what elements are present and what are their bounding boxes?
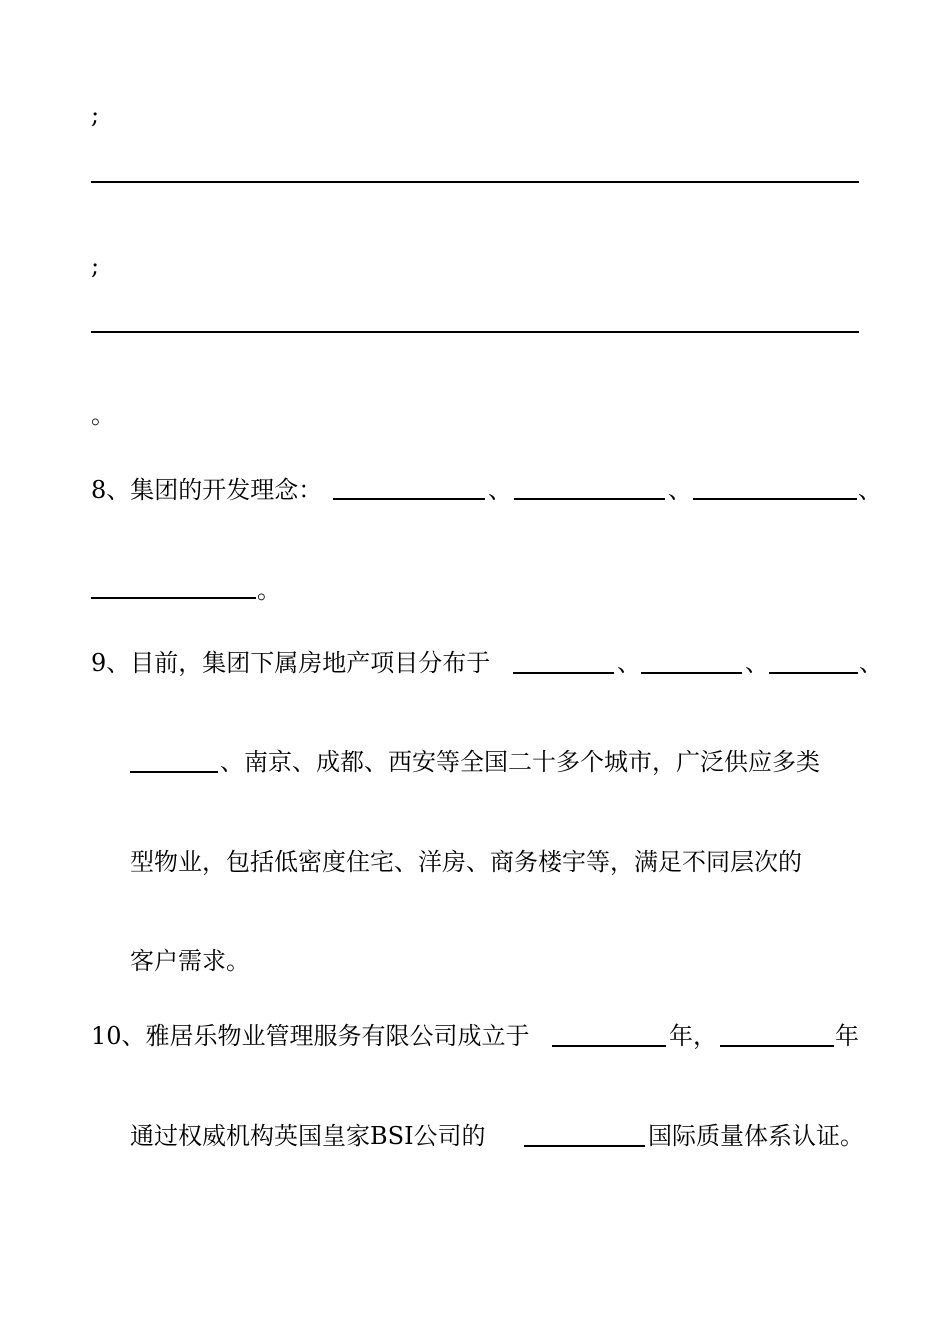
answer-line — [91, 181, 859, 183]
separator: 、 — [617, 649, 641, 677]
period-mark: 。 — [91, 401, 115, 429]
question-9-text: 9、目前，集团下属房地产项目分布于 — [91, 649, 491, 677]
separator: 、 — [858, 476, 882, 504]
answer-blank — [641, 672, 742, 674]
answer-blank — [91, 597, 256, 599]
answer-blank — [514, 498, 665, 500]
separator: 、 — [745, 649, 769, 677]
question-10-text: 10、雅居乐物业管理服务有限公司成立于 — [91, 1022, 530, 1050]
question-10-line-2-end: 国际质量体系认证。 — [648, 1122, 864, 1150]
answer-blank — [513, 672, 614, 674]
separator: 、 — [859, 649, 883, 677]
answer-blank — [552, 1045, 666, 1047]
period-mark: 。 — [257, 576, 281, 604]
question-9-line-2: 、南京、成都、西安等全国二十多个城市，广泛供应多类 — [220, 748, 820, 776]
separator: 、 — [488, 476, 512, 504]
separator: 、 — [668, 476, 692, 504]
answer-blank — [693, 498, 857, 500]
question-9-line-4: 客户需求。 — [130, 947, 250, 975]
year-label: 年 — [835, 1022, 859, 1050]
question-10-line-2: 通过权威机构英国皇家BSI公司的 — [130, 1122, 486, 1150]
answer-blank — [333, 498, 485, 500]
question-9-line-3: 型物业，包括低密度住宅、洋房、商务楼宇等，满足不同层次的 — [130, 848, 802, 876]
answer-blank — [720, 1045, 834, 1047]
semicolon-mark: ; — [91, 101, 100, 129]
year-label: 年， — [669, 1022, 717, 1050]
answer-blank — [130, 771, 218, 773]
answer-blank — [769, 672, 858, 674]
answer-blank — [524, 1145, 645, 1147]
answer-line — [91, 331, 859, 333]
semicolon-mark: ; — [91, 252, 100, 280]
question-8-text: 8、集团的开发理念： — [91, 476, 323, 504]
